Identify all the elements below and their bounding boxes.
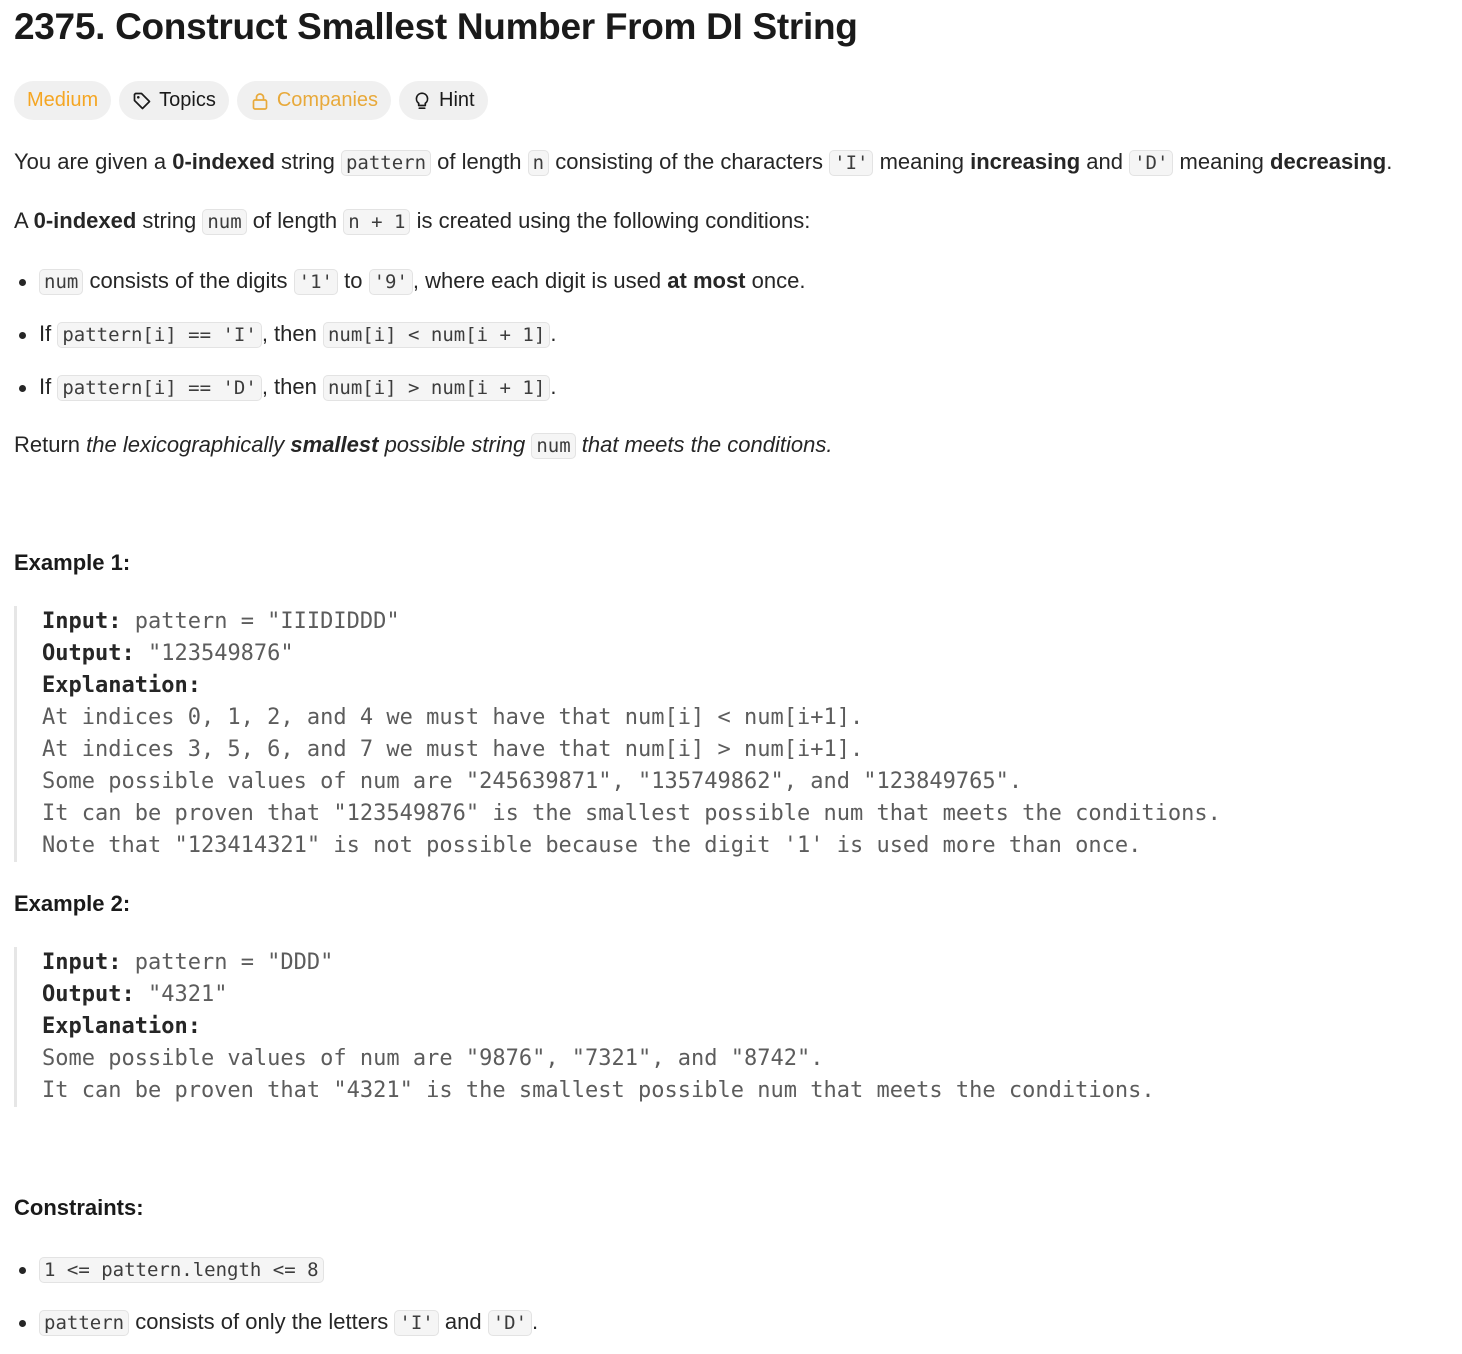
input-value: pattern = "DDD" bbox=[134, 950, 334, 975]
tag-bar bbox=[14, 81, 488, 120]
inline-code: n bbox=[528, 150, 549, 176]
example-1-block bbox=[14, 606, 1221, 862]
constraints-list bbox=[14, 1253, 538, 1339]
explanation-line: Some possible values of num are "245639871", "135749862", and "123849765". bbox=[42, 769, 1023, 794]
bold-text: decreasing bbox=[1270, 149, 1387, 174]
example-2-heading: Example 2: bbox=[14, 891, 131, 916]
text: and bbox=[438, 1309, 488, 1334]
italic-text: that meets the conditions. bbox=[575, 432, 833, 457]
explanation-line: Some possible values of num are "9876", "7321", and "8742". bbox=[42, 1046, 824, 1071]
inline-code: '1' bbox=[294, 269, 338, 295]
bold-text: increasing bbox=[970, 149, 1081, 174]
inline-code: num bbox=[39, 269, 83, 295]
text: to bbox=[337, 268, 369, 293]
text: , then bbox=[261, 374, 323, 399]
output-label: Output: bbox=[42, 641, 135, 666]
inline-code: num[i] > num[i + 1] bbox=[323, 375, 550, 401]
text: of length bbox=[431, 149, 528, 174]
list-item bbox=[14, 265, 805, 318]
list-item bbox=[14, 318, 805, 371]
lightbulb-icon bbox=[412, 91, 432, 111]
explanation-line: At indices 3, 5, 6, and 7 we must have that num[i] > num[i+1]. bbox=[42, 737, 864, 762]
output-value: "123549876" bbox=[147, 641, 294, 666]
text: once. bbox=[745, 268, 806, 293]
inline-code: num bbox=[531, 433, 575, 459]
explanation-line: It can be proven that "4321" is the smallest possible num that meets the conditions. bbox=[42, 1078, 1155, 1103]
bold-text: at most bbox=[667, 268, 746, 293]
text: You are given a bbox=[14, 149, 173, 174]
conditions-list bbox=[14, 265, 805, 404]
text: A bbox=[14, 208, 34, 233]
inline-code: num[i] < num[i + 1] bbox=[323, 322, 550, 348]
inline-code: '9' bbox=[369, 269, 413, 295]
text: of length bbox=[246, 208, 344, 233]
inline-code: 'D' bbox=[488, 1310, 532, 1336]
explanation-line: At indices 0, 1, 2, and 4 we must have that num[i] < num[i+1]. bbox=[42, 705, 864, 730]
bold-text: 0-indexed bbox=[172, 149, 275, 174]
list-item bbox=[14, 1253, 538, 1306]
text: . bbox=[1386, 149, 1393, 174]
list-item bbox=[14, 1306, 538, 1339]
example-output-line bbox=[42, 638, 1221, 670]
text: If bbox=[39, 374, 58, 399]
text: , then bbox=[261, 321, 323, 346]
text: meaning bbox=[1173, 149, 1271, 174]
inline-code: pattern bbox=[39, 1310, 129, 1336]
example-output-line bbox=[42, 979, 1155, 1011]
italic-text: the lexicographically bbox=[86, 432, 291, 457]
text: and bbox=[1080, 149, 1130, 174]
explanation-label: Explanation: bbox=[42, 673, 201, 698]
inline-code: 'I' bbox=[829, 150, 873, 176]
example-2-block bbox=[14, 947, 1155, 1107]
input-value: pattern = "IIIDIDDD" bbox=[134, 609, 400, 634]
input-label: Input: bbox=[42, 950, 122, 975]
example-input-line bbox=[42, 947, 1155, 979]
text: . bbox=[550, 374, 557, 399]
text: is created using the following conditions: bbox=[410, 208, 811, 233]
bold-text: 0-indexed bbox=[33, 208, 137, 233]
text: string bbox=[274, 149, 341, 174]
explanation-line: Note that "123414321" is not possible because the digit '1' is used more than once. bbox=[42, 833, 1142, 858]
explanation-line: It can be proven that "123549876" is the smallest possible num that meets the conditions. bbox=[42, 801, 1221, 826]
bold-italic-text: smallest bbox=[290, 432, 379, 457]
hint-label: Hint bbox=[439, 89, 475, 111]
inline-code: 1 <= pattern.length <= 8 bbox=[39, 1257, 324, 1283]
inline-code: 'I' bbox=[394, 1310, 438, 1336]
input-label: Input: bbox=[42, 609, 122, 634]
constraints-heading: Constraints: bbox=[14, 1195, 144, 1220]
description-paragraph-1 bbox=[14, 146, 1392, 179]
text: . bbox=[550, 321, 557, 346]
companies-label: Companies bbox=[276, 89, 379, 111]
topics-label: Topics bbox=[159, 89, 216, 111]
explanation-label: Explanation: bbox=[42, 1014, 201, 1039]
text: , where each digit is used bbox=[412, 268, 668, 293]
topics-button[interactable] bbox=[119, 81, 229, 120]
inline-code: num bbox=[202, 209, 246, 235]
italic-text: possible string bbox=[378, 432, 532, 457]
text: . bbox=[532, 1309, 539, 1334]
text: consisting of the characters bbox=[549, 149, 830, 174]
inline-code: n + 1 bbox=[343, 209, 410, 235]
text: meaning bbox=[873, 149, 971, 174]
text: consists of only the letters bbox=[129, 1309, 395, 1334]
example-input-line bbox=[42, 606, 1221, 638]
example-1-heading: Example 1: bbox=[14, 550, 131, 575]
text: If bbox=[39, 321, 58, 346]
inline-code: 'D' bbox=[1129, 150, 1173, 176]
inline-code: pattern[i] == 'I' bbox=[57, 322, 261, 348]
text: Return bbox=[14, 432, 87, 457]
hint-button[interactable] bbox=[399, 81, 488, 120]
description-paragraph-2 bbox=[14, 205, 810, 238]
inline-code: pattern[i] == 'D' bbox=[57, 375, 261, 401]
difficulty-badge: Medium bbox=[14, 81, 111, 120]
output-value: "4321" bbox=[147, 982, 228, 1007]
problem-title: 2375. Construct Smallest Number From DI String bbox=[14, 6, 858, 47]
text: string bbox=[136, 208, 203, 233]
list-item bbox=[14, 371, 805, 404]
text: consists of the digits bbox=[83, 268, 294, 293]
output-label: Output: bbox=[42, 982, 135, 1007]
companies-button[interactable] bbox=[237, 81, 391, 120]
lock-icon bbox=[250, 91, 270, 111]
inline-code: pattern bbox=[341, 150, 431, 176]
description-paragraph-3 bbox=[14, 429, 832, 462]
tag-icon bbox=[132, 91, 152, 111]
